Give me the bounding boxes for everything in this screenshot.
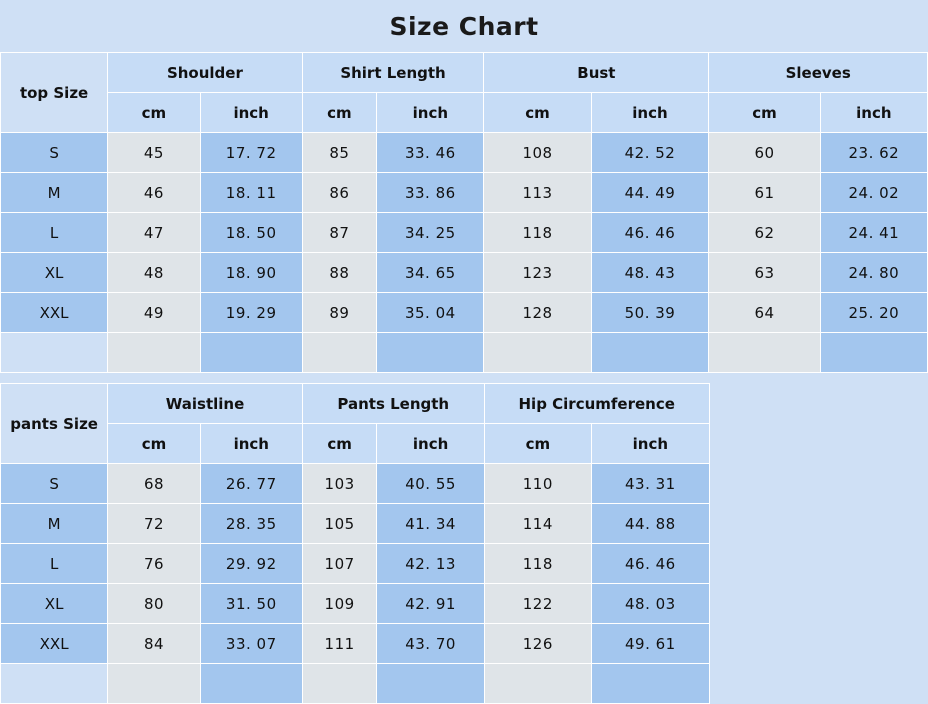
- tops-cell: 62: [709, 213, 820, 253]
- tops-size-header: top Size: [1, 53, 108, 133]
- blank-cell: [200, 333, 302, 373]
- blank-cell: [820, 333, 927, 373]
- pants-cell: 28. 35: [200, 504, 302, 544]
- pants-cell: 26. 77: [200, 464, 302, 504]
- pants-cell: 49. 61: [591, 624, 709, 664]
- tops-cell: 24. 41: [820, 213, 927, 253]
- blank-cell: [709, 333, 820, 373]
- tops-row-size: L: [1, 213, 108, 253]
- blank-cell: [302, 333, 377, 373]
- table-row: [1, 293, 928, 333]
- tops-unit-shirtlength-inch: inch: [377, 93, 484, 133]
- pants-cell: 42. 13: [377, 544, 484, 584]
- tops-cell: 123: [484, 253, 591, 293]
- pants-unit-waistline-inch: inch: [200, 424, 302, 464]
- tops-cell: 87: [302, 213, 377, 253]
- pants-row-size: S: [1, 464, 108, 504]
- tops-cell: 49: [108, 293, 200, 333]
- tops-unit-header-row: [1, 93, 928, 133]
- tops-cell: 48. 43: [591, 253, 709, 293]
- tops-cell: 35. 04: [377, 293, 484, 333]
- tops-cell: 88: [302, 253, 377, 293]
- blank-cell: [1, 664, 108, 704]
- pants-cell: 84: [108, 624, 201, 664]
- tops-cell: 113: [484, 173, 591, 213]
- blank-cell: [1, 333, 108, 373]
- tops-cell: 60: [709, 133, 820, 173]
- pants-cell: 43. 70: [377, 624, 484, 664]
- tops-unit-sleeves-cm: cm: [709, 93, 820, 133]
- pants-unit-pantslength-cm: cm: [302, 424, 377, 464]
- blank-cell: [377, 664, 484, 704]
- pants-group-hip-circumference: Hip Circumference: [484, 384, 709, 424]
- pants-cell: 33. 07: [200, 624, 302, 664]
- tops-cell: 34. 25: [377, 213, 484, 253]
- pants-row-size: XL: [1, 584, 108, 624]
- tops-cell: 23. 62: [820, 133, 927, 173]
- tops-cell: 34. 65: [377, 253, 484, 293]
- tops-cell: 18. 50: [200, 213, 302, 253]
- tops-blank-row: [1, 333, 928, 373]
- tops-row-size: XL: [1, 253, 108, 293]
- pants-cell: 68: [108, 464, 201, 504]
- tops-cell: 61: [709, 173, 820, 213]
- pants-cell: 40. 55: [377, 464, 484, 504]
- pants-cell: 111: [302, 624, 377, 664]
- blank-cell: [108, 664, 201, 704]
- tops-cell: 18. 11: [200, 173, 302, 213]
- tops-group-shirt-length: Shirt Length: [302, 53, 484, 93]
- pants-cell: 44. 88: [591, 504, 709, 544]
- pants-cell: 41. 34: [377, 504, 484, 544]
- tops-cell: 24. 02: [820, 173, 927, 213]
- tops-cell: 128: [484, 293, 591, 333]
- tops-cell: 47: [108, 213, 200, 253]
- pants-cell: 72: [108, 504, 201, 544]
- blank-cell: [591, 664, 709, 704]
- blank-cell: [377, 333, 484, 373]
- pants-cell: 105: [302, 504, 377, 544]
- tops-cell: 86: [302, 173, 377, 213]
- tops-group-bust: Bust: [484, 53, 709, 93]
- tops-cell: 17. 72: [200, 133, 302, 173]
- tops-unit-bust-cm: cm: [484, 93, 591, 133]
- pants-cell: 76: [108, 544, 201, 584]
- pants-cell: 31. 50: [200, 584, 302, 624]
- pants-group-header-row: [1, 384, 928, 424]
- tops-cell: 18. 90: [200, 253, 302, 293]
- tops-unit-sleeves-inch: inch: [820, 93, 927, 133]
- tops-cell: 63: [709, 253, 820, 293]
- blank-cell: [302, 664, 377, 704]
- pants-size-header: pants Size: [1, 384, 108, 464]
- tops-unit-shirtlength-cm: cm: [302, 93, 377, 133]
- tops-cell: 64: [709, 293, 820, 333]
- page-title: Size Chart: [0, 0, 928, 52]
- pants-cell: 42. 91: [377, 584, 484, 624]
- pants-unit-pantslength-inch: inch: [377, 424, 484, 464]
- pants-cell: 122: [484, 584, 591, 624]
- tops-cell: 19. 29: [200, 293, 302, 333]
- pants-cell: 118: [484, 544, 591, 584]
- tops-cell: 45: [108, 133, 200, 173]
- pants-cell: 46. 46: [591, 544, 709, 584]
- tops-cell: 25. 20: [820, 293, 927, 333]
- tops-row-size: S: [1, 133, 108, 173]
- table-divider: [0, 373, 928, 383]
- pants-cell: 110: [484, 464, 591, 504]
- tops-row-size: XXL: [1, 293, 108, 333]
- tops-cell: 89: [302, 293, 377, 333]
- tops-cell: 46. 46: [591, 213, 709, 253]
- tops-cell: 46: [108, 173, 200, 213]
- pants-cell: 107: [302, 544, 377, 584]
- pants-empty-area: [709, 384, 928, 704]
- tops-size-table: [0, 52, 928, 373]
- table-row: [1, 253, 928, 293]
- pants-cell: 109: [302, 584, 377, 624]
- blank-cell: [108, 333, 200, 373]
- pants-row-size: XXL: [1, 624, 108, 664]
- pants-row-size: L: [1, 544, 108, 584]
- table-row: [1, 213, 928, 253]
- pants-cell: 126: [484, 624, 591, 664]
- pants-row-size: M: [1, 504, 108, 544]
- pants-size-table: [0, 383, 928, 704]
- blank-cell: [591, 333, 709, 373]
- tops-cell: 108: [484, 133, 591, 173]
- tops-cell: 85: [302, 133, 377, 173]
- tops-group-sleeves: Sleeves: [709, 53, 928, 93]
- tops-cell: 24. 80: [820, 253, 927, 293]
- blank-cell: [484, 664, 591, 704]
- pants-cell: 43. 31: [591, 464, 709, 504]
- tops-cell: 33. 86: [377, 173, 484, 213]
- pants-unit-hip-cm: cm: [484, 424, 591, 464]
- tops-unit-shoulder-cm: cm: [108, 93, 200, 133]
- tops-cell: 50. 39: [591, 293, 709, 333]
- tops-cell: 48: [108, 253, 200, 293]
- tops-cell: 44. 49: [591, 173, 709, 213]
- pants-cell: 103: [302, 464, 377, 504]
- tops-cell: 33. 46: [377, 133, 484, 173]
- tops-group-header-row: [1, 53, 928, 93]
- pants-group-pants-length: Pants Length: [302, 384, 484, 424]
- tops-unit-shoulder-inch: inch: [200, 93, 302, 133]
- pants-unit-hip-inch: inch: [591, 424, 709, 464]
- tops-cell: 118: [484, 213, 591, 253]
- tops-unit-bust-inch: inch: [591, 93, 709, 133]
- table-row: [1, 133, 928, 173]
- pants-cell: 80: [108, 584, 201, 624]
- pants-cell: 114: [484, 504, 591, 544]
- table-row: [1, 173, 928, 213]
- tops-group-shoulder: Shoulder: [108, 53, 302, 93]
- tops-cell: 42. 52: [591, 133, 709, 173]
- pants-group-waistline: Waistline: [108, 384, 303, 424]
- pants-cell: 29. 92: [200, 544, 302, 584]
- tops-row-size: M: [1, 173, 108, 213]
- blank-cell: [484, 333, 591, 373]
- pants-cell: 48. 03: [591, 584, 709, 624]
- pants-unit-waistline-cm: cm: [108, 424, 201, 464]
- blank-cell: [200, 664, 302, 704]
